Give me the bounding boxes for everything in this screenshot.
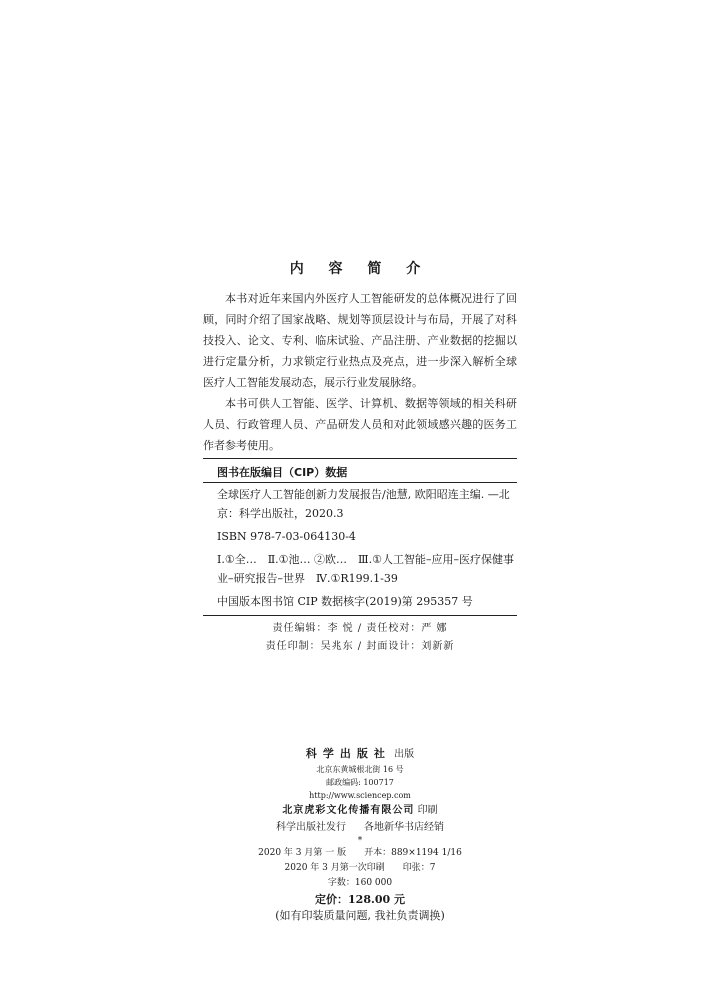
quality-note: (如有印装质量问题, 我社负责调换) <box>275 909 445 922</box>
distribution-line <box>0 819 720 836</box>
cip-heading: 图书在版编目（CIP）数据 <box>217 466 348 479</box>
price: 定价：128.00 元 <box>315 893 405 906</box>
summary-paragraph-2: 本书可供人工智能、医学、计算机、数据等领域的相关科研人员、行政管理人员、产品研发人员和对此领域感兴趣的医务工作者参考使用。 <box>203 397 517 452</box>
printer-role: 印刷 <box>417 805 438 816</box>
summary-body <box>203 288 517 456</box>
distribution-left: 科学出版社发行 <box>276 822 346 833</box>
summary-paragraph-1: 本书对近年来国内外医疗人工智能研发的总体概况进行了回顾，同时介绍了国家战略、规划等顶层设计与布局，开展了对科技投入、论文、专利、临床试验、产品注册、产业数据的挖掘以进行定量分析，力求锁定行业热点及亮点，进一步深入解析全球医疗人工智能发展动态，展示行业发展脉络。 <box>203 292 517 389</box>
cip-block <box>203 458 517 656</box>
distribution-right: 各地新华书店经销 <box>364 822 444 833</box>
sheets: 印张：7 <box>402 863 436 873</box>
cip-bottom-rule <box>203 615 517 616</box>
cip-isbn: ISBN 978-7-03-064130-4 <box>217 530 356 543</box>
printing: 2020 年 3 月第一次印刷 <box>284 863 385 873</box>
cip-classification: Ⅰ.①全… Ⅱ.①池… ②欧… Ⅲ.①人工智能–应用–医疗保健事业–研究报告–世界 Ⅳ.①R199.1-39 <box>217 553 514 585</box>
word-count: 字数：160 000 <box>327 878 393 888</box>
credits <box>203 620 517 656</box>
separator-star: * <box>357 836 363 846</box>
publisher-address: 北京东黄城根北街 16 号 <box>316 765 404 774</box>
summary-title: 内 容 简 介 <box>289 261 431 277</box>
publisher-role: 出版 <box>394 749 415 760</box>
cip-heading-rule <box>203 482 517 483</box>
printing-row <box>0 861 720 876</box>
credits-line-1: 责任编辑：李 悦 / 责任校对：严 娜 <box>272 623 448 634</box>
publisher-postcode: 邮政编码: 100717 <box>326 778 394 787</box>
cip-number: 中国版本图书馆 CIP 数据核字(2019)第 295357 号 <box>217 595 473 608</box>
printer-name: 北京虎彩文化传播有限公司 <box>282 805 415 816</box>
publisher-line <box>0 745 720 763</box>
format: 开本：889×1194 1/16 <box>364 848 462 858</box>
credits-line-2: 责任印制：吴兆东 / 封面设计：刘新新 <box>265 641 455 652</box>
publisher-name: 科学出版社 <box>305 747 391 760</box>
publisher-block <box>0 745 720 924</box>
printer-line <box>0 802 720 819</box>
cip-entry: 全球医疗人工智能创新力发展报告/池慧, 欧阳昭连主编. —北京：科学出版社，2020.3 <box>217 488 510 520</box>
edition-row <box>0 846 720 861</box>
edition: 2020 年 3 月第 一 版 <box>258 848 347 858</box>
publisher-website: http://www.sciencep.com <box>309 791 411 800</box>
